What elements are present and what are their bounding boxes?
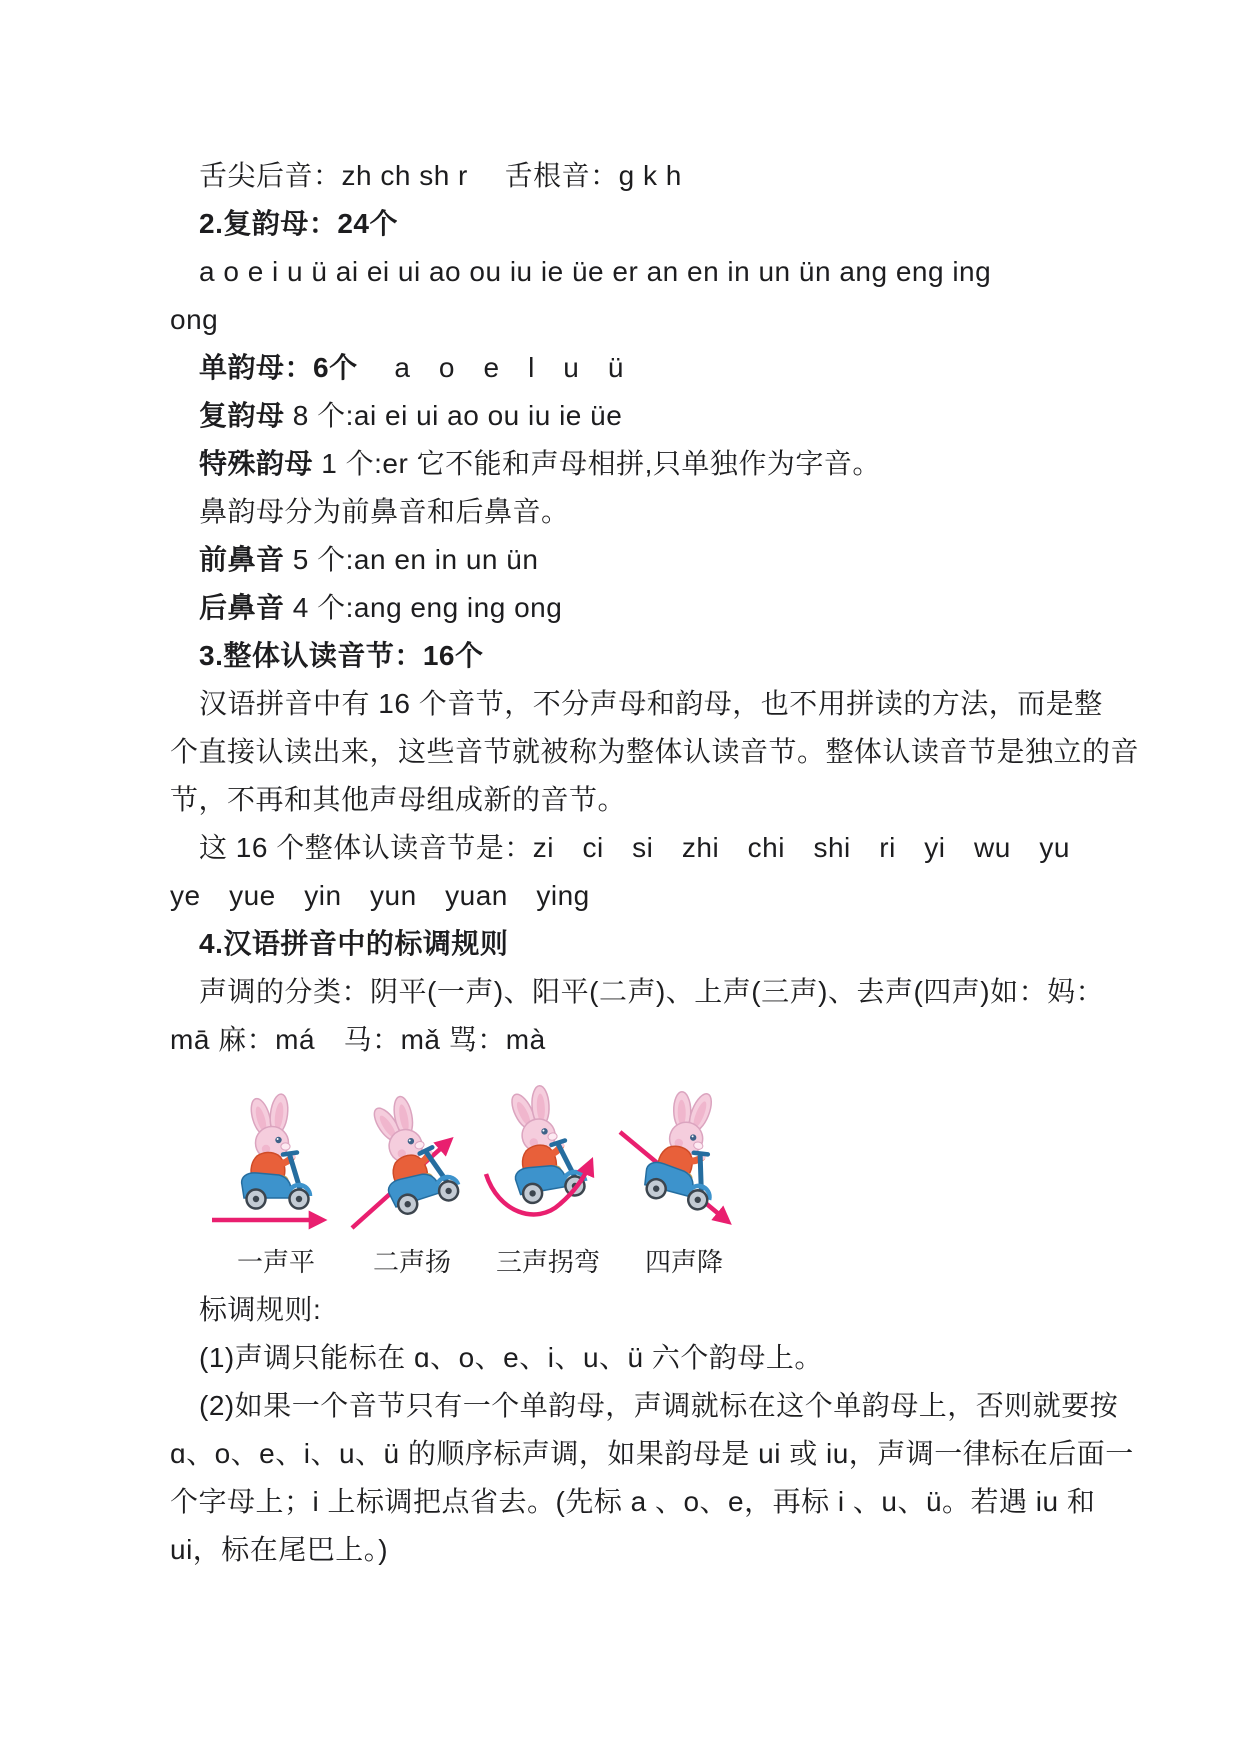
pinyin-notes-top-section (170, 152, 1140, 1064)
whole-syllables-para-line-3: 节，不再和其他声母组成新的音节。 (170, 784, 627, 815)
back-nasal-line: 后鼻音 4 个:ang eng ing ong (199, 592, 563, 623)
pinyin-notes-bottom-section (170, 1286, 1134, 1574)
tone-4-illustration (618, 1078, 750, 1236)
tone-2-label: 二声扬 (372, 1247, 451, 1277)
sixteen-syllables-line-1: 这 16 个整体认读音节是：zi ci si zhi chi shi ri yi wu yu (199, 832, 1070, 863)
finals-list-line-2: ong (170, 304, 219, 335)
tone-3-illustration (482, 1078, 614, 1236)
tone-illustration-row (210, 1078, 1130, 1236)
simple-finals-line: 单韵母：6个 a o e l u ü (199, 352, 624, 383)
special-final-line: 特殊韵母 1 个:er 它不能和声母相拼,只单独作为字音。 (199, 448, 881, 479)
tone-1-label: 一声平 (236, 1247, 315, 1277)
tone-classification-line: 声调的分类：阴平(一声)、阳平(二声)、上声(三声)、去声(四声)如：妈： (199, 976, 1105, 1007)
whole-syllables-para-line-1: 汉语拼音中有 16 个音节，不分声母和韵母，也不用拼读的方法，而是整 (199, 688, 1103, 719)
rabbit-scooter-icon (361, 1087, 462, 1218)
rabbit-scooter-icon (242, 1093, 310, 1208)
rule-2-line-3: 个字母上；i 上标调把点省去。(先标 a 、o、e，再标 i 、u、ü。若遇 iu 和 (170, 1486, 1096, 1517)
whole-syllables-para-line-2: 个直接认读出来，这些音节就被称为整体认读音节。整体认读音节是独立的音 (170, 736, 1140, 767)
rule-2-line-2: ɑ、o、e、i、u、ü 的顺序标声调，如果韵母是 ui 或 iu，声调一律标在后面一 (170, 1438, 1134, 1469)
front-nasal-line: 前鼻音 5 个:an en in un ün (199, 544, 539, 575)
rule-1-line: (1)声调只能标在 ɑ、o、e、i、u、ü 六个韵母上。 (199, 1342, 823, 1373)
tone-label-row (210, 1246, 1130, 1278)
heading-whole-syllables: 3.整体认读音节：16个 (199, 640, 484, 671)
rule-2-line-4: ui，标在尾巴上。) (170, 1534, 389, 1565)
rabbit-scooter-falling-icon (618, 1078, 750, 1236)
tone-1-illustration (210, 1078, 342, 1236)
rabbit-scooter-icon (640, 1083, 736, 1212)
compound-finals-line: 复韵母 8 个:ai ei ui ao ou iu ie üe (199, 400, 623, 431)
tone-3-label: 三声拐弯 (495, 1247, 600, 1277)
heading-compound-finals: 2.复韵母：24个 (199, 208, 398, 239)
tone-illustration-figure (210, 1078, 1130, 1278)
tongue-sounds-line: 舌尖后音：zh ch sh r 舌根音：g k h (199, 160, 682, 191)
marking-rules-title: 标调规则: (199, 1294, 322, 1325)
rabbit-scooter-dipping-icon (482, 1078, 614, 1236)
sixteen-syllables-line-2: ye yue yin yun yuan ying (170, 880, 590, 911)
finals-list-line-1: a o e i u ü ai ei ui ao ou iu ie üe er an en in un ün ang eng ing (199, 256, 992, 287)
heading-tone-rules: 4.汉语拼音中的标调规则 (199, 928, 509, 959)
rule-2-line-1: (2)如果一个音节只有一个单韵母，声调就标在这个单韵母上，否则就要按 (199, 1390, 1119, 1421)
tone-4-label: 四声降 (644, 1247, 723, 1277)
tone-2-illustration (346, 1078, 478, 1236)
tone-examples-line: mā 麻：má 马：mǎ 骂：mà (170, 1024, 546, 1055)
nasal-finals-intro-line: 鼻韵母分为前鼻音和后鼻音。 (199, 496, 570, 527)
rabbit-scooter-rising-icon (346, 1078, 478, 1236)
rabbit-scooter-flat-icon (210, 1078, 342, 1236)
